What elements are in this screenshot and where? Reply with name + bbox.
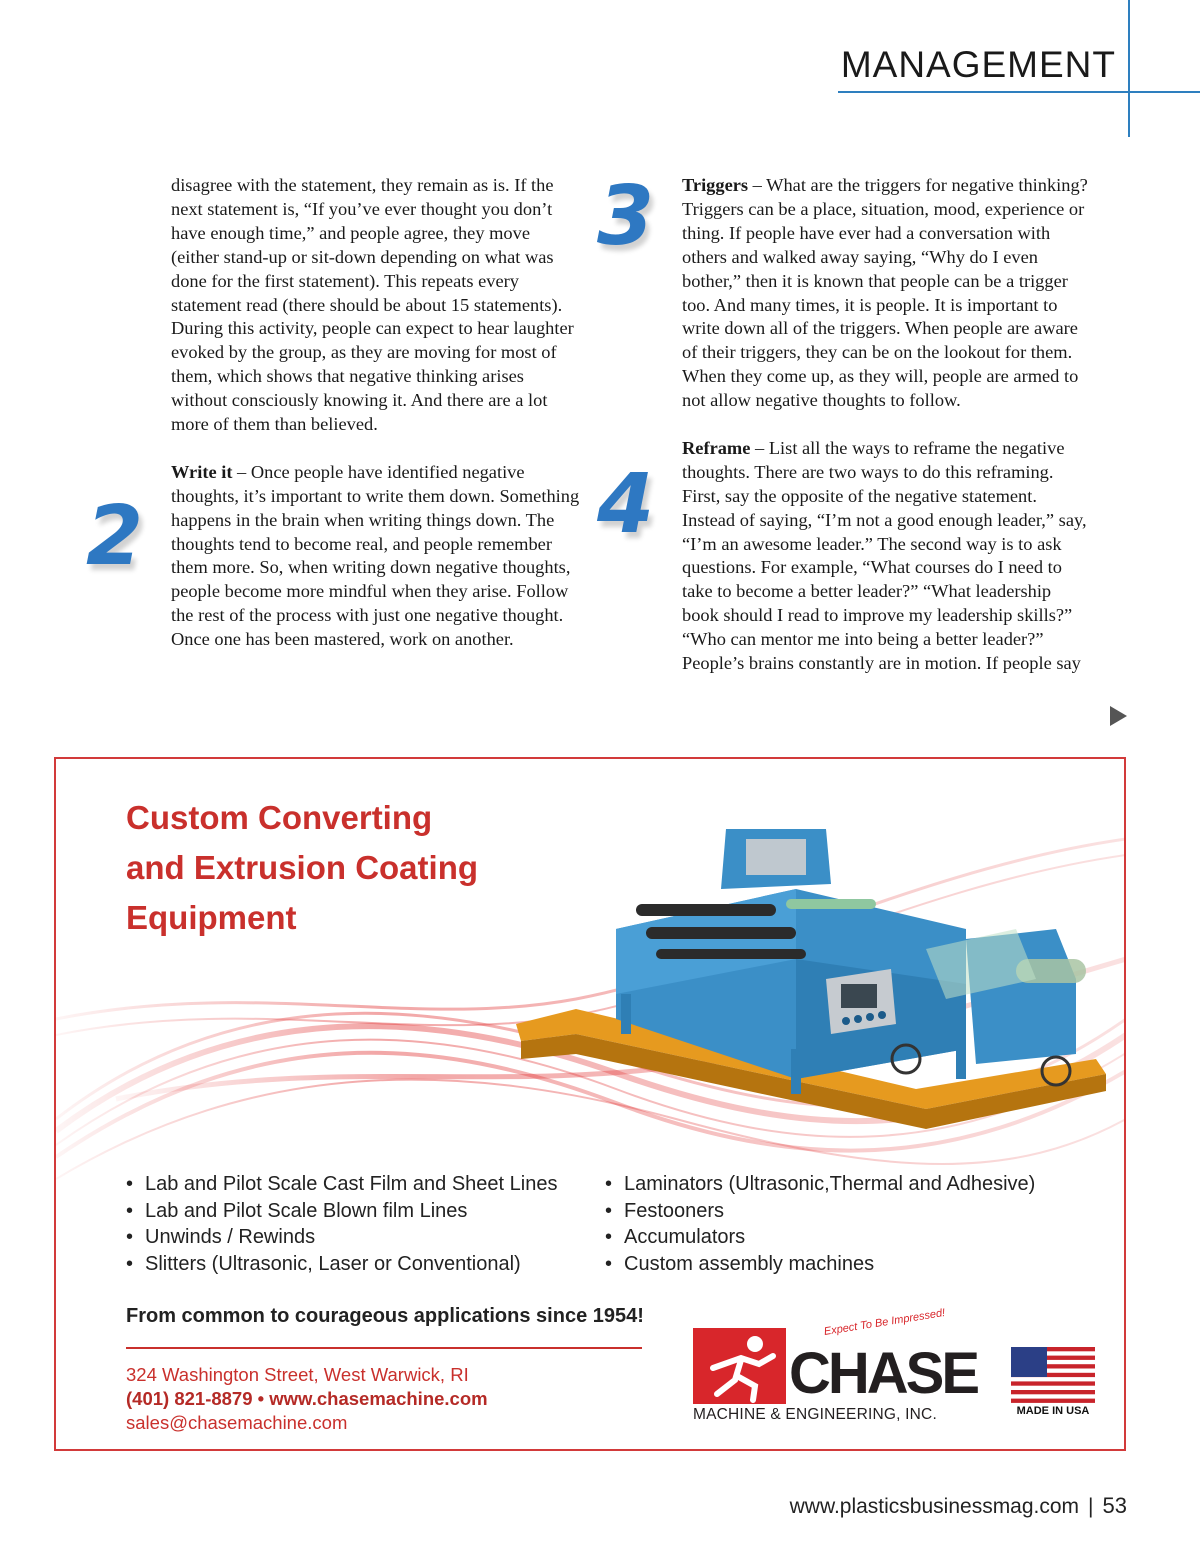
product-list-left (126, 1171, 596, 1277)
product-list-text: Lab and Pilot Scale Cast Film and Sheet Lines (145, 1173, 558, 1195)
chase-logo (693, 1306, 978, 1424)
runner-icon (693, 1328, 786, 1404)
article-paragraph: disagree with the statement, they remain as is. If the next statement is, “If you’ve ever thought you don’t have enough time,” and people agree, they move (either stand-up or sit-down depending on what was done for the first statement). This repeats every statement read (there should be about 15 statements). During this activity, people can expect to hear laughter evoked by the group, as they are moving for most of them, which shows that negative thinking arises without consciously knowing it. And there are a lot more of them than believed. (171, 175, 574, 435)
header-rule-vertical (1128, 0, 1130, 137)
ad-tagline: From common to courageous applications since 1954! (126, 1305, 644, 1327)
page-footer (790, 1493, 1127, 1519)
product-list-text: Unwinds / Rewinds (145, 1226, 316, 1248)
bullet-glyph: • (126, 1226, 134, 1248)
phone-and-website-link[interactable]: (401) 821-8879 • www.chasemachine.com (126, 1388, 488, 1409)
step-triggers (682, 174, 1092, 413)
product-list-item (605, 1198, 1105, 1225)
step-heading: Triggers (682, 175, 749, 195)
product-list-item (605, 1251, 1105, 1278)
street-address: 324 Washington Street, West Warwick, RI (126, 1364, 469, 1385)
step-number-3: 3 (597, 169, 655, 264)
page-number: 53 (1102, 1493, 1127, 1518)
step-number-4: 4 (597, 457, 655, 552)
product-list-item (605, 1171, 1105, 1198)
bullet-glyph: • (126, 1252, 134, 1275)
header-rule-horizontal (838, 91, 1200, 93)
us-flag-icon (1011, 1347, 1095, 1403)
product-list-text: Laminators (Ultrasonic,Thermal and Adhesive) (624, 1173, 1036, 1195)
step-body: – Once people have identified negative thoughts, it’s important to write them down. Something happens in the brain when writing things down. The thoughts tend to become real, and people remember them more. So, when writing down negative thoughts, people become more mindful when they arise. Follow the rest of the process with just one negative thought. Once one has been mastered, work on another. (171, 461, 580, 650)
tagline-divider (126, 1347, 642, 1349)
product-list-item (126, 1224, 596, 1251)
logo-wordmark: CHASE (789, 1341, 978, 1406)
email-link[interactable]: sales@chasemachine.com (126, 1412, 348, 1433)
bullet-glyph: • (605, 1199, 613, 1222)
bullet-glyph: • (605, 1173, 613, 1195)
step-write-it (171, 461, 581, 652)
ad-headline-line: Custom Converting (126, 799, 433, 836)
bullet-glyph: • (126, 1173, 134, 1195)
logo-subtitle: MACHINE & ENGINEERING, INC. (693, 1406, 937, 1423)
bullet-glyph: • (605, 1252, 613, 1275)
product-list-text: Accumulators (624, 1226, 746, 1248)
ad-headline (126, 793, 546, 943)
product-list-item (605, 1224, 1105, 1251)
product-list-text: Slitters (Ultrasonic, Laser or Conventional) (145, 1252, 521, 1275)
bullet-glyph: • (126, 1199, 134, 1222)
continue-arrow-icon (1110, 706, 1127, 726)
article-column-right (682, 174, 1092, 676)
ad-headline-line: Equipment (126, 899, 297, 936)
website-url[interactable]: www.plasticsbusinessmag.com (789, 1495, 1080, 1518)
made-in-usa-label: MADE IN USA (1016, 1405, 1090, 1417)
contact-block (126, 1363, 488, 1435)
step-body: – What are the triggers for negative thinking? Triggers can be a place, situation, mood, experience or thing. If people have ever had a conversation with others and walked away saying, “Why do I even bother,” then it is known that people can be a trigger too. And many times, it is people. It is important to write down all of the triggers. When people are aware of their triggers, they can be on the lookout for them. When they come up, as they will, people are armed to not allow negative thoughts to follow. (682, 175, 1088, 411)
converting-machine-image (496, 809, 1116, 1169)
step-reframe (682, 437, 1092, 676)
product-list-text: Custom assembly machines (624, 1252, 875, 1275)
product-list-item (126, 1198, 596, 1225)
step-heading: Write it (171, 461, 233, 482)
product-list-text: Lab and Pilot Scale Blown film Lines (145, 1199, 468, 1222)
step-body: – List all the ways to reframe the negative thoughts. There are two ways to do this reframing. First, say the opposite of the negative statement. Instead of saying, “I’m not a good enough leader,” say, “I’m an awesome leader.” The second way is to ask questions. For example, “What courses do I need to take to become a better leader?” “What leadership book should I read to improve my leadership skills?” “Who can mentor me into being a better leader?” People’s brains constantly are in motion. If people say (682, 437, 1087, 674)
ad-headline-line: and Extrusion Coating (126, 849, 479, 886)
product-list-text: Festooners (624, 1199, 725, 1222)
chase-logo-mark (693, 1328, 786, 1404)
product-list-item (126, 1251, 596, 1278)
step-number-2: 2 (86, 489, 144, 584)
bullet-glyph: • (605, 1226, 613, 1248)
product-list-item (126, 1171, 596, 1198)
logo-tagline: Expect To Be Impressed! (823, 1306, 946, 1338)
step-heading: Reframe (682, 437, 751, 458)
chase-machine-advertisement[interactable] (54, 757, 1126, 1451)
footer-separator: | (1088, 1495, 1094, 1518)
article-column-left (171, 174, 581, 652)
section-title: MANAGEMENT (840, 44, 1116, 85)
product-list-right (605, 1171, 1105, 1277)
